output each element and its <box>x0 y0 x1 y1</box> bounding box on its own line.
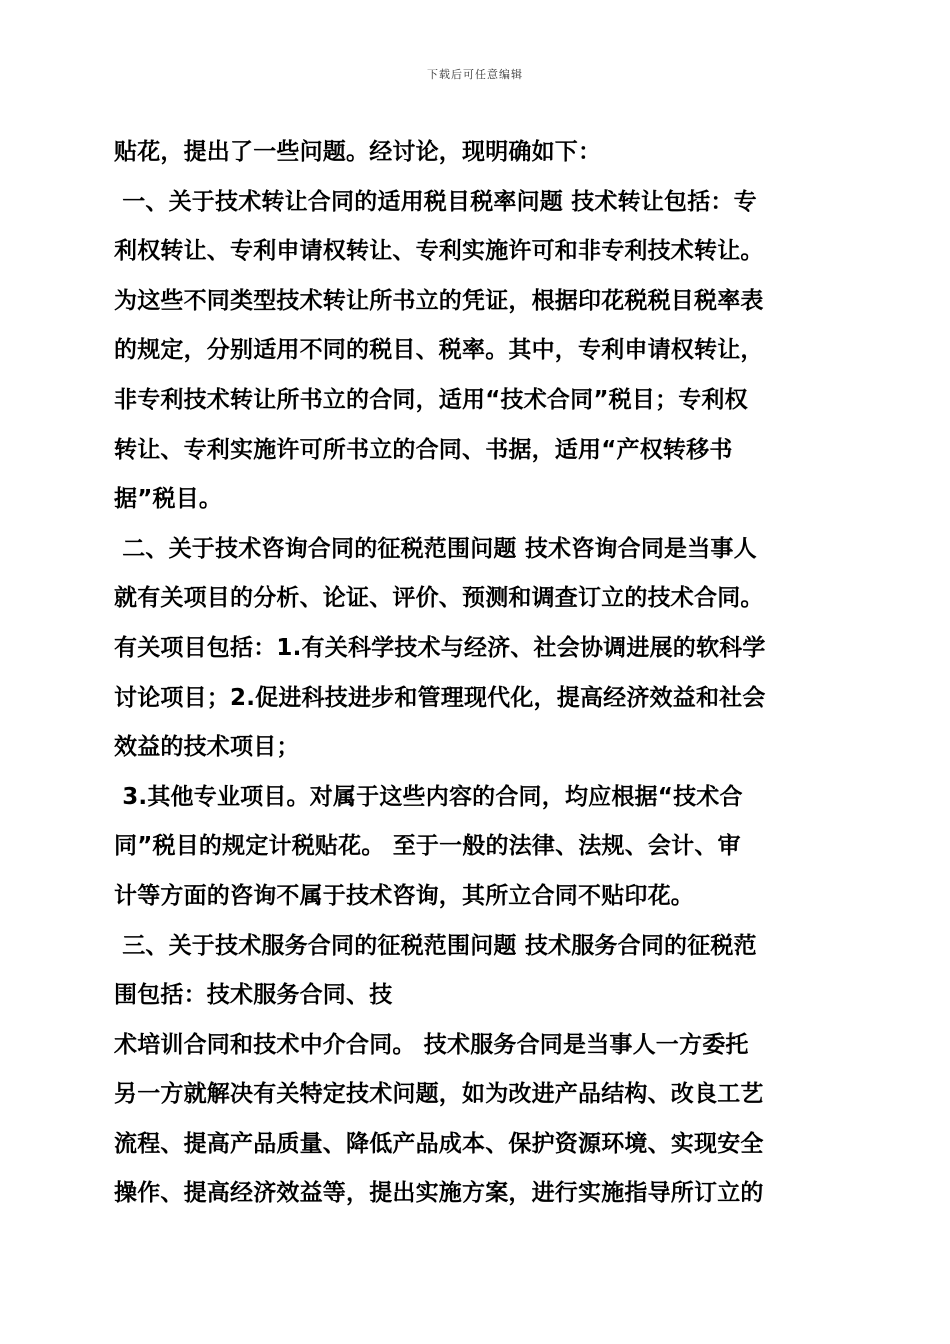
text-line: 流程、提高产品质量、降低产品成本、保护资源环境、实现安全 <box>114 1130 764 1157</box>
text-line: 同”税目的规定计税贴花。 至于一般的法律、法规、会计、审 <box>114 833 741 860</box>
text-line: 3.其他专业项目。对属于这些内容的合同，均应根据“技术合 <box>114 783 743 810</box>
text-line: 利权转让、专利申请权转让、专利实施许可和非专利技术转让。 <box>114 238 764 265</box>
text-line: 就有关项目的分析、论证、评价、预测和调查订立的技术合同。 <box>114 585 764 612</box>
text-line: 转让、专利实施许可所书立的合同、书据，适用“产权转移书 <box>114 436 733 463</box>
text-line: 三、关于技术服务合同的征税范围问题 技术服务合同的征税范 <box>114 932 757 959</box>
text-line: 操作、提高经济效益等，提出实施方案，进行实施指导所订立的 <box>114 1180 764 1207</box>
text-line: 的规定，分别适用不同的税目、税率。其中，专利申请权转让， <box>114 337 764 364</box>
text-line: 有关项目包括：1.有关科学技术与经济、社会协调进展的软科学 <box>114 634 766 661</box>
text-line: 围包括：技术服务合同、技 <box>114 982 393 1009</box>
text-line: 据”税目。 <box>114 486 223 513</box>
text-line: 讨论项目；2.促进科技进步和管理现代化，提高经济效益和社会 <box>114 684 766 711</box>
text-line: 二、关于技术咨询合同的征税范围问题 技术咨询合同是当事人 <box>114 535 757 562</box>
text-line: 非专利技术转让所书立的合同，适用“技术合同”税目；专利权 <box>114 386 748 413</box>
text-line: 效益的技术项目； <box>114 734 300 761</box>
text-line: 另一方就解决有关特定技术问题，如为改进产品结构、改良工艺 <box>114 1081 764 1108</box>
page-header-note: 下载后可任意编辑 <box>427 68 523 81</box>
text-line: 为这些不同类型技术转让所书立的凭证，根据印花税税目税率表 <box>114 287 764 314</box>
document-body <box>114 128 844 1219</box>
text-line: 计等方面的咨询不属于技术咨询，其所立合同不贴印花。 <box>114 882 694 909</box>
text-line: 贴花，提出了一些问题。经讨论，现明确如下： <box>114 139 602 165</box>
text-line: 一、关于技术转让合同的适用税目税率问题 技术转让包括：专 <box>114 188 757 215</box>
text-line: 术培训合同和技术中介合同。 技术服务合同是当事人一方委托 <box>114 1031 749 1058</box>
